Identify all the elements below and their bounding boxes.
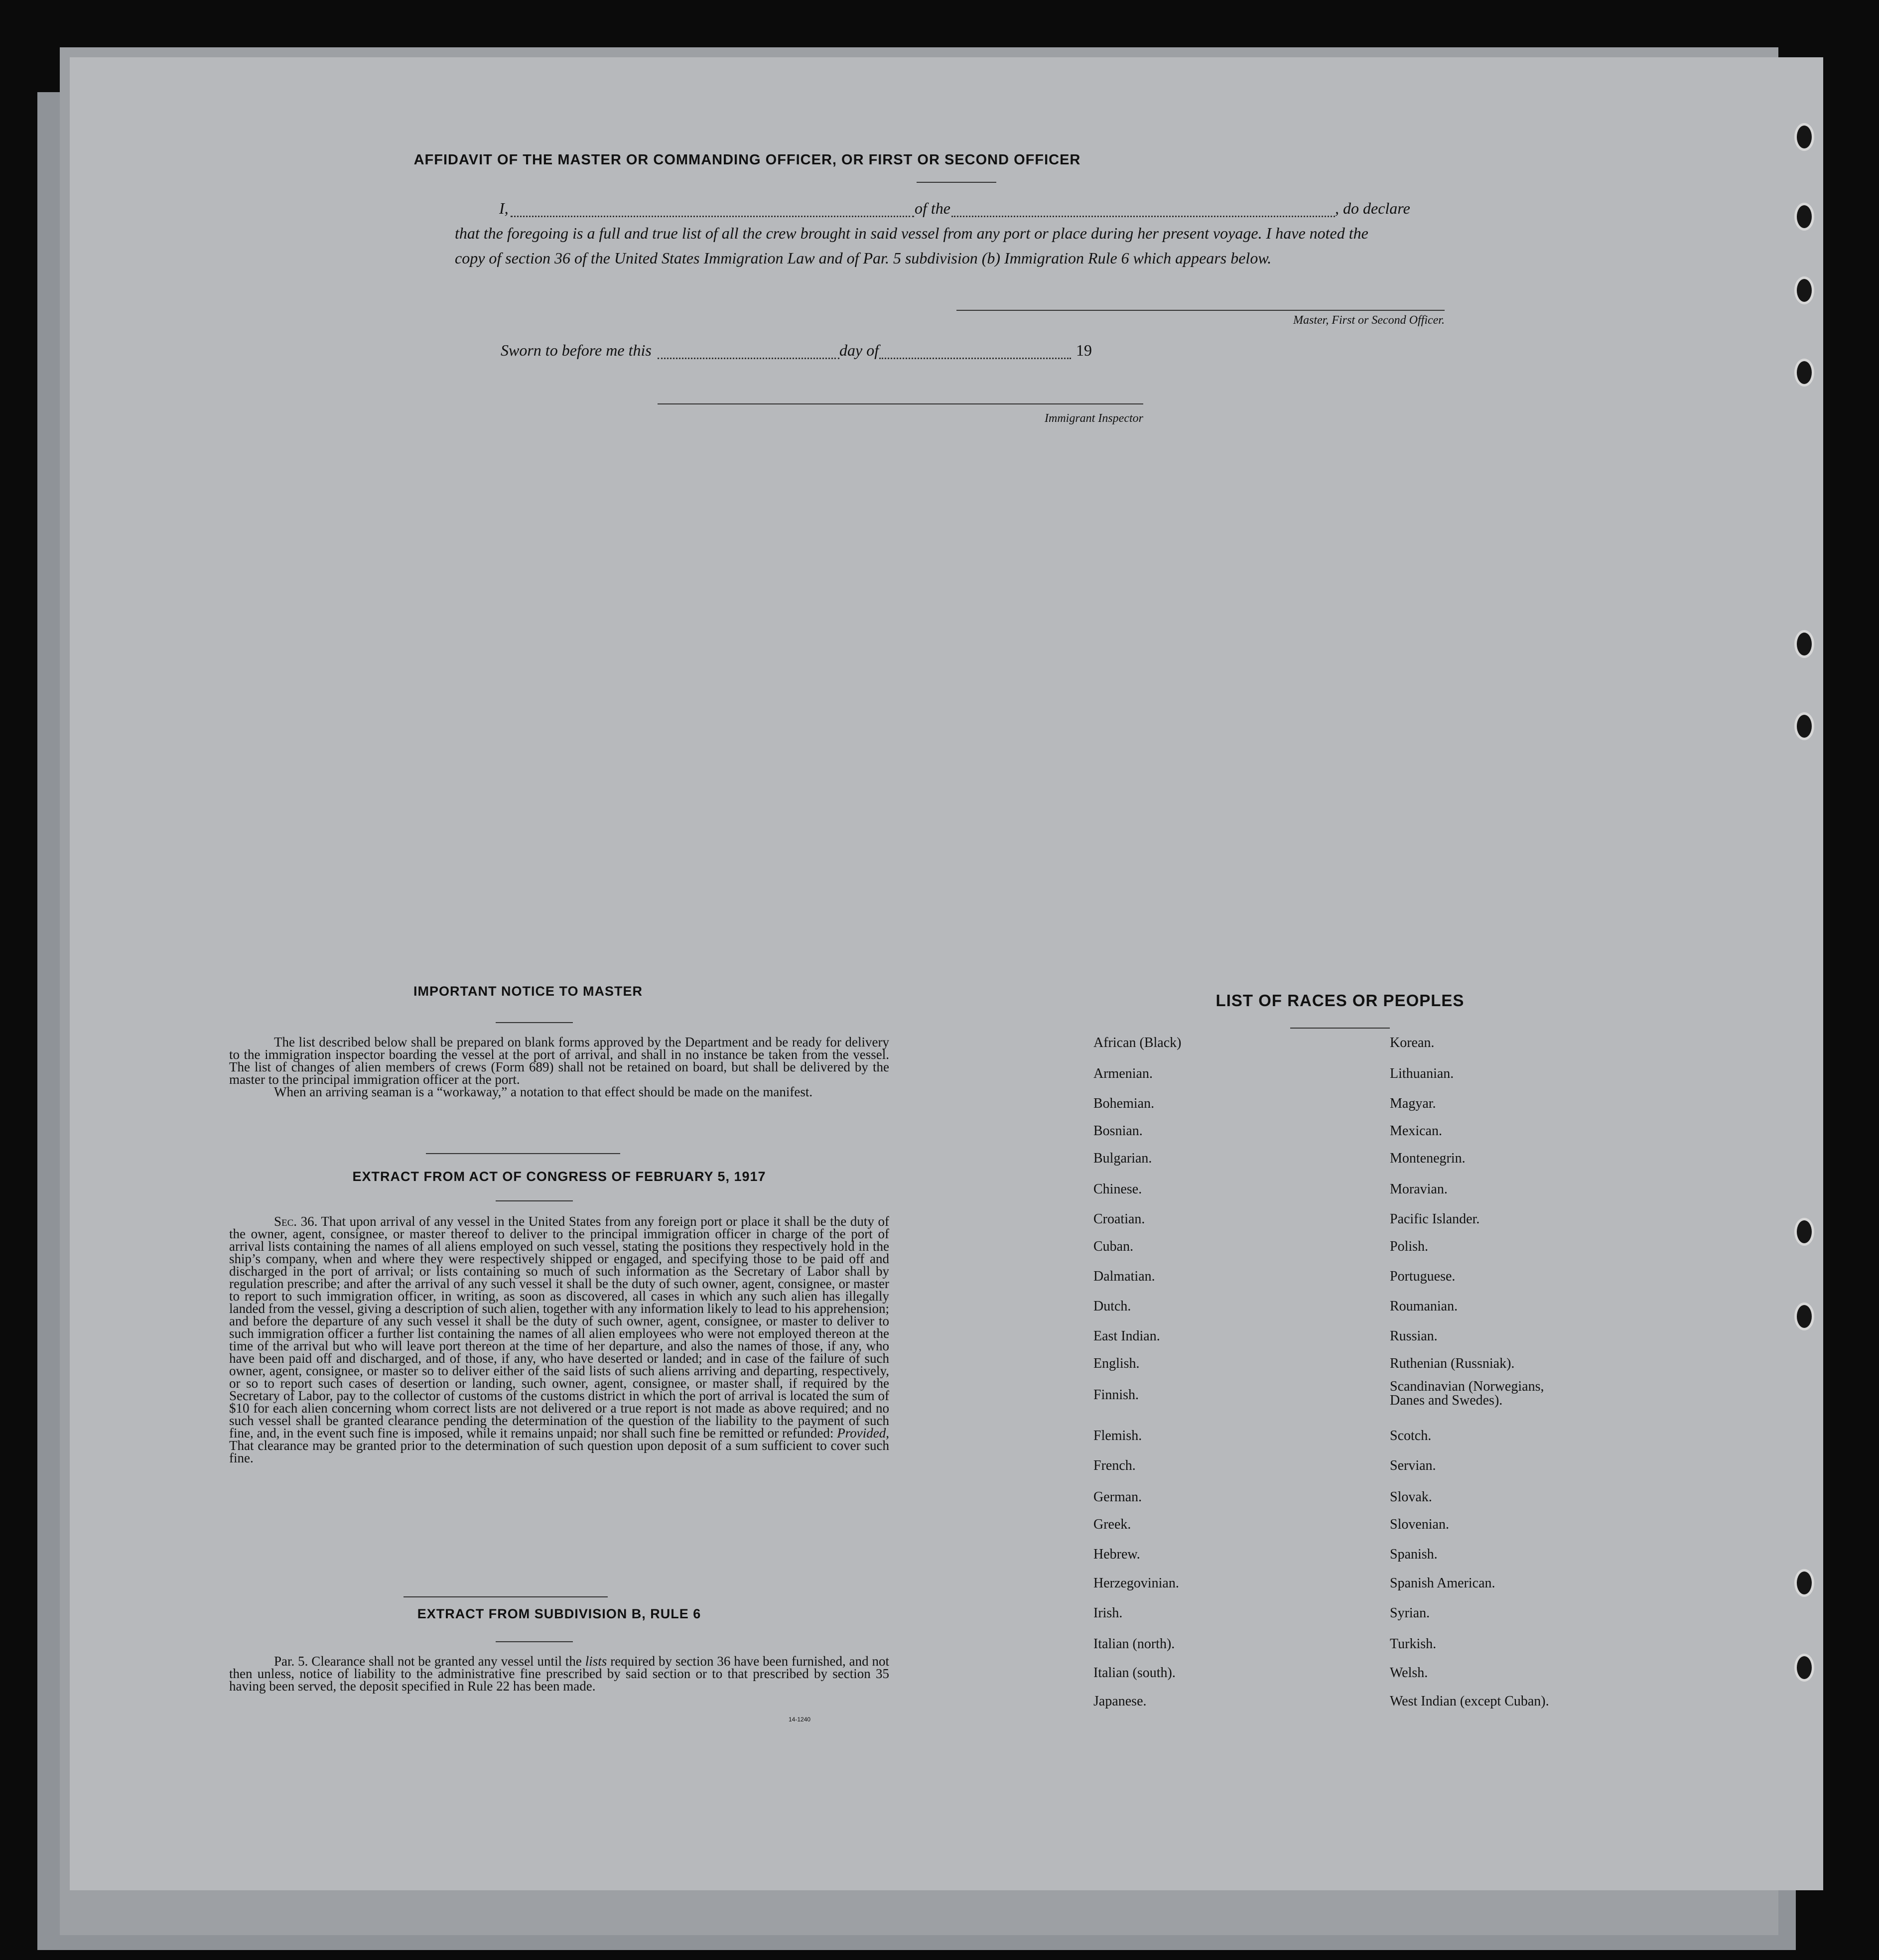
section-divider [403,1596,608,1597]
race-list-item: Ruthenian (Russniak). [1390,1356,1515,1371]
race-list-item: Russian. [1390,1328,1438,1344]
race-list-item: Polish. [1390,1239,1429,1254]
par5-text-a: Par. 5. Clearance shall not be granted any vessel until the [274,1654,582,1669]
form-number: 14-1240 [789,1716,811,1723]
affidavit-i-label: I, [499,199,509,217]
race-list-item: Spanish. [1390,1547,1438,1562]
par5-text-b: required by section 36 have been furnished, and not then unless, notice of liability to the administrative fine prescribed by said section or to that prescribed by section 35 having been served, the deposit specified in Rule 22 has been made. [229,1654,890,1694]
affidavit-declare-label: , do declare [1335,199,1410,217]
race-list-item: Dutch. [1093,1299,1131,1314]
race-list-item: Portuguese. [1390,1269,1456,1284]
punch-hole [1794,712,1814,740]
race-list-item: Korean. [1390,1035,1435,1050]
master-signature-line[interactable] [956,310,1445,311]
race-list-item: Croatian. [1093,1211,1145,1227]
act-extract-underline [496,1200,573,1201]
race-list-item: Dalmatian. [1093,1269,1155,1284]
race-list-item: Servian. [1390,1458,1436,1473]
punch-hole [1794,203,1814,231]
provided-word: Provided, [837,1426,889,1440]
title-underline [917,182,996,183]
section-label: Sec. 36. [274,1214,318,1229]
affidavit-line-3: copy of section 36 of the United States Immigration Law and of Par. 5 subdivision (b) Immigration Rule 6 which appears below. [455,249,1272,267]
punch-hole [1794,1303,1814,1330]
day-of-label: day of [839,341,879,359]
race-list-item: Spanish American. [1390,1575,1495,1591]
race-list-item: Montenegrin. [1390,1151,1466,1166]
race-list-item: West Indian (except Cuban). [1390,1694,1549,1709]
race-list-item: Roumanian. [1390,1299,1458,1314]
punch-hole [1794,1218,1814,1246]
race-list-item: Irish. [1093,1605,1123,1621]
race-list-item: Bosnian. [1093,1123,1143,1139]
race-list-item: Hebrew. [1093,1547,1140,1562]
race-list-item: African (Black) [1093,1035,1182,1050]
act-extract-body [229,1215,889,1464]
punch-hole [1794,123,1814,151]
section-36-text: That upon arrival of any vessel in the United States from any foreign port or place it shall be the duty of the owner, agent, consignee, or master thereof to deliver to the principal immigration officer in charge of the port of arrival lists containing the names of all aliens employed on such vessel, stating the positions they respectively hold in the ship’s company, when and where they were respectively shipped or engaged, and specifying those to be paid off and discharged in the port of arrival; or lists containing so much of such information as the Secretary of Labor shall by regulation prescribe; and after the arrival of any such vessel it shall be the duty of such owner, agent, consignee, or master to report to such immigration officer, in writing, as soon as discovered, all cases in which any such alien has illegally landed from the vessel, giving a description of such alien, together with any information likely to lead to his apprehension; and before the departure of any such vessel it shall be the duty of such owner, agent, consignee, or master to deliver to such immigration officer a further list containing the names of all alien employees who were not employed thereon at the time of the arrival but who will leave port thereon at the time of her departure, and also the names of those, if any, who have been paid off and discharged, and of those, if any, who have deserted or landed; and in case of the failure of such owner, agent, consignee, or master so to deliver either of the said lists of such aliens arriving and departing, respectively, or so to report such cases of desertion or landing, such owner, agent, consignee, or master shall, if required by the Secretary of Labor, pay to the collector of customs of the customs district in which the port of arrival is located the sum of $10 for each alien concerning whom correct lists are not delivered or a true report is not made as above required; and no such vessel shall be granted clearance pending the determination of the question of the liability to the payment of such fine, and, in the event such fine is imposed, while it remains unpaid; nor shall such fine be remitted or refunded: [229,1214,889,1440]
race-list-item: Mexican. [1390,1123,1442,1139]
lists-word: lists [585,1654,607,1669]
race-list-item: Finnish. [1093,1387,1139,1403]
sworn-label: Sworn to before me this [501,341,652,359]
notice-title: IMPORTANT NOTICE TO MASTER [413,984,643,999]
punch-hole [1794,1654,1814,1682]
races-underline [1290,1028,1390,1029]
sworn-month-field[interactable] [879,358,1071,359]
race-list-item: Flemish. [1093,1428,1142,1443]
races-title: LIST OF RACES OR PEOPLES [1215,991,1465,1010]
inspector-signature-line[interactable] [658,403,1143,404]
race-list-item: Welsh. [1390,1665,1428,1681]
race-list-item: East Indian. [1093,1328,1160,1344]
affidavit-title: AFFIDAVIT OF THE MASTER OR COMMANDING OFFICER, OR FIRST OR SECOND OFFICER [413,152,1081,168]
race-list-item: Armenian. [1093,1066,1153,1081]
rule-extract-title: EXTRACT FROM SUBDIVISION B, RULE 6 [417,1606,701,1621]
notice-paragraph-2: When an arriving seaman is a “workaway,” a notation to that effect should be made on the manifest. [274,1084,813,1099]
race-list-item: German. [1093,1489,1142,1505]
year-prefix: 19 [1076,341,1092,359]
notice-underline [496,1022,573,1023]
notice-paragraph-1: The list described below shall be prepared on blank forms approved by the Department and be ready for delivery to the immigration inspector boarding the vessel at the port of arrival, and shall in no instance be taken from the vessel. The list of changes of alien members of crews (Form 689) shall not be retained on board, but shall be delivered by the master to the principal immigration officer at the port. [229,1035,889,1087]
race-list-item: Japanese. [1093,1694,1147,1709]
race-list-item: Magyar. [1390,1096,1436,1111]
sworn-day-field[interactable] [658,358,839,359]
race-list-item: Slovak. [1390,1489,1432,1505]
name-field[interactable] [511,216,914,217]
race-list-item: Moravian. [1390,1181,1448,1197]
race-list-item: Cuban. [1093,1239,1134,1254]
rule-extract-underline [496,1641,573,1642]
rule-extract-body [229,1655,889,1693]
race-list-item: Pacific Islander. [1390,1211,1480,1227]
punch-hole [1794,359,1814,387]
race-list-item: Greek. [1093,1517,1131,1532]
section-divider [426,1153,620,1154]
act-extract-title: EXTRACT FROM ACT OF CONGRESS OF FEBRUARY 5, 1917 [352,1169,766,1184]
punch-hole [1794,276,1814,304]
race-list-item: French. [1093,1458,1136,1473]
race-list-item: Scandinavian (Norwegians, Danes and Swedes). [1390,1379,1544,1408]
race-list-item: Turkish. [1390,1636,1437,1652]
race-list-item: Bohemian. [1093,1096,1155,1111]
vessel-field[interactable] [951,216,1335,217]
race-list-item: Lithuanian. [1390,1066,1454,1081]
race-list-item: Chinese. [1093,1181,1142,1197]
master-caption: Master, First or Second Officer. [1293,314,1445,327]
race-list-item: Slovenian. [1390,1517,1449,1532]
race-list-item: Bulgarian. [1093,1151,1152,1166]
form-page [70,57,1823,1890]
race-list-item: Scotch. [1390,1428,1432,1443]
notice-body [229,1036,889,1098]
punch-hole [1794,630,1814,658]
race-list-item: English. [1093,1356,1140,1371]
section-36-text-end: That clearance may be granted prior to the determination of such question upon deposit of a sum sufficient to cover such fine. [229,1438,889,1465]
affidavit-of-label: of the [915,199,950,217]
punch-hole [1794,1569,1814,1597]
race-list-item: Italian (north). [1093,1636,1175,1652]
race-list-item: Syrian. [1390,1605,1430,1621]
affidavit-line-2: that the foregoing is a full and true list of all the crew brought in said vessel from any port or place during her present voyage. I have noted the [455,224,1368,242]
inspector-caption: Immigrant Inspector [1045,412,1143,425]
race-list-item: Herzegovinian. [1093,1575,1179,1591]
race-list-item: Italian (south). [1093,1665,1176,1681]
